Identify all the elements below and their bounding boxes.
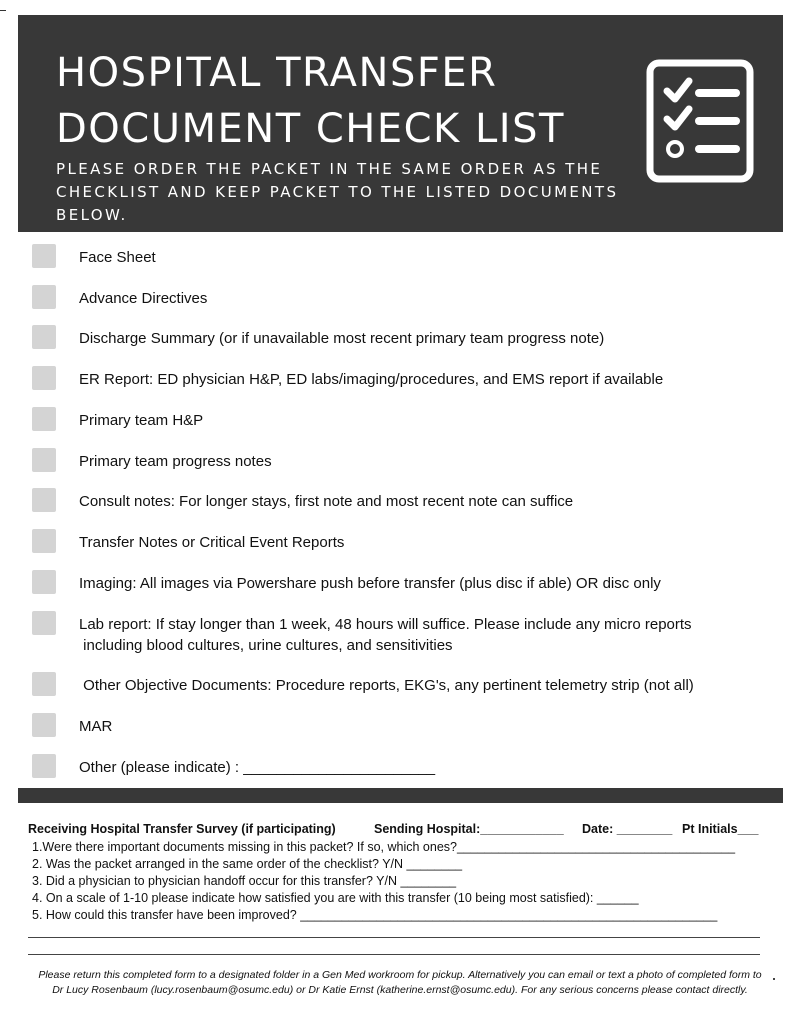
checkbox[interactable]	[32, 366, 56, 390]
footer-note	[20, 968, 780, 998]
checkbox[interactable]	[32, 325, 56, 349]
checklist-item-label: MAR	[79, 718, 113, 735]
checkbox[interactable]	[32, 285, 56, 309]
survey-question[interactable]: 5. How could this transfer have been improved? ____________________________________________________________	[32, 908, 718, 922]
title-line-1: HOSPITAL TRANSFER	[56, 50, 498, 96]
checkbox[interactable]	[32, 407, 56, 431]
checklist-item-line-1: Lab report: If stay longer than 1 week, 48 hours will suffice. Please include any micro reports	[79, 616, 692, 633]
checkbox[interactable]	[32, 611, 56, 635]
answer-line[interactable]	[28, 937, 760, 938]
document-checklist	[0, 232, 800, 787]
pt-initials-field[interactable]: Pt Initials___	[682, 822, 759, 836]
header-banner	[18, 15, 783, 232]
checklist-item-label: Primary team progress notes	[79, 453, 272, 470]
answer-line[interactable]	[28, 954, 760, 955]
checkbox[interactable]	[32, 672, 56, 696]
checklist-item-label: Consult notes: For longer stays, first note and most recent note can suffice	[79, 493, 574, 510]
survey-title: Receiving Hospital Transfer Survey (if participating)	[28, 822, 336, 836]
corner-mark	[0, 10, 6, 11]
checklist-item-label: Other (please indicate) : _______________________	[79, 759, 436, 776]
checklist-item-label: Advance Directives	[79, 290, 208, 307]
footer-line-1: Please return this completed form to a designated folder in a Gen Med workroom for pickup. Alternatively you can email or text a photo of completed form to	[38, 969, 762, 981]
title-line-2: DOCUMENT CHECK LIST	[56, 106, 565, 152]
survey-question[interactable]: 4. On a scale of 1-10 please indicate how satisfied you are with this transfer (10 being most satisfied): ______	[32, 891, 639, 905]
page-subtitle: PLEASE ORDER THE PACKET IN THE SAME ORDER AS THE CHECKLIST AND KEEP PACKET TO THE LISTED DOCUMENTS BELOW.	[56, 160, 619, 224]
checklist-item-line-2: including blood cultures, urine cultures, and sensitivities	[79, 637, 453, 654]
checklist-item-label: Primary team H&P	[79, 412, 204, 429]
survey-question[interactable]: 1.Were there important documents missing in this packet? If so, which ones?________________________________________	[32, 840, 736, 854]
checkbox[interactable]	[32, 244, 56, 268]
checkbox[interactable]	[32, 570, 56, 594]
checklist-item-label: Other Objective Documents: Procedure reports, EKG's, any pertinent telemetry strip (not all)	[79, 677, 694, 694]
checklist-item-label: Imaging: All images via Powershare push before transfer (plus disc if able) OR disc only	[79, 575, 661, 592]
stray-dot	[773, 978, 775, 980]
checklist-item-label: Transfer Notes or Critical Event Reports	[79, 534, 345, 551]
page-title	[56, 45, 565, 157]
checkbox[interactable]	[32, 713, 56, 737]
survey-question[interactable]: 3. Did a physician to physician handoff occur for this transfer? Y/N ________	[32, 874, 457, 888]
section-divider	[18, 788, 783, 803]
checklist-item-label	[79, 614, 719, 656]
sending-hospital-field[interactable]: Sending Hospital:____________	[374, 822, 564, 836]
checkbox[interactable]	[32, 448, 56, 472]
checklist-item-label: Face Sheet	[79, 249, 156, 266]
checklist-icon	[646, 59, 754, 183]
checkbox[interactable]	[32, 488, 56, 512]
survey-question[interactable]: 2. Was the packet arranged in the same order of the checklist? Y/N ________	[32, 857, 463, 871]
footer-line-2: Dr Lucy Rosenbaum (lucy.rosenbaum@osumc.edu) or Dr Katie Ernst (katherine.ernst@osumc.edu). For any serious concerns please contact directly.	[52, 984, 748, 996]
checkbox[interactable]	[32, 754, 56, 778]
checklist-item-label: Discharge Summary (or if unavailable most recent primary team progress note)	[79, 330, 605, 347]
date-field[interactable]: Date: ________	[582, 822, 673, 836]
checklist-item-label: ER Report: ED physician H&P, ED labs/imaging/procedures, and EMS report if available	[79, 371, 664, 388]
checkbox[interactable]	[32, 529, 56, 553]
